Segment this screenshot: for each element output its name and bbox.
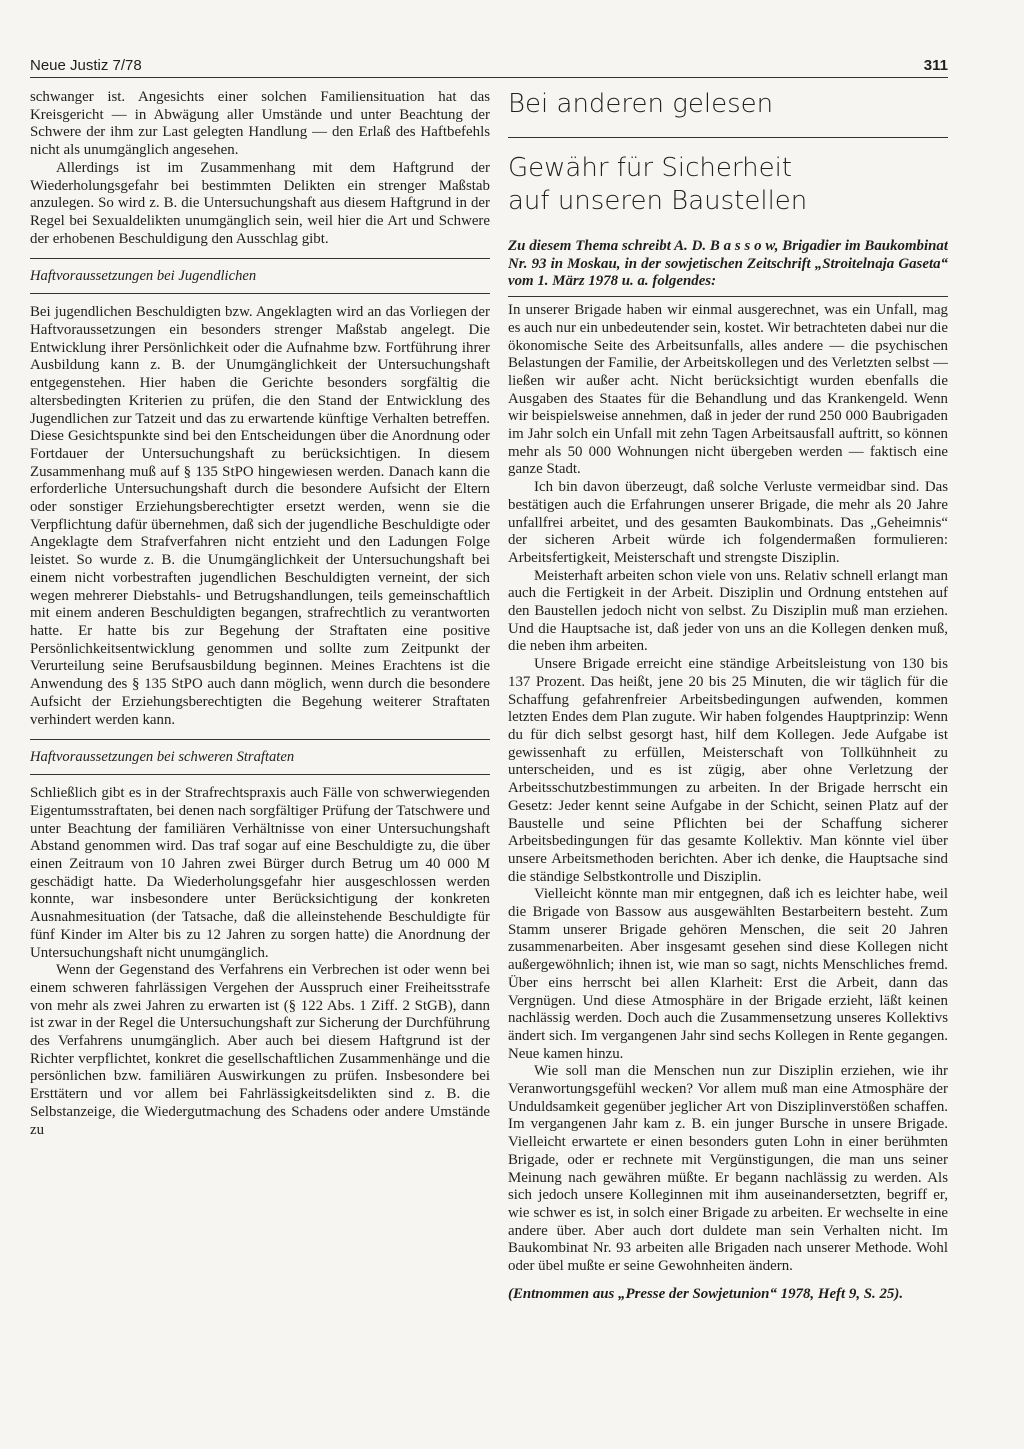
body-paragraph: schwanger ist. Angesichts einer solchen Familiensituation hat das Kreisgericht — in Abwägung aller Umstände und unter Beachtung der Schwere der ihm zur Last gelegten Handlung — den Erlaß des Haftbefehls nicht als unumgänglich angesehen. bbox=[30, 89, 490, 159]
body-paragraph: Schließlich gibt es in der Strafrechtspraxis auch Fälle von schwerwiegenden Eigentumsstraftaten, bei denen nach sorgfältiger Prüfung der Tatschwere und unter Beachtung der familiären Verhältnisse von einer Untersuchungshaft Abstand genommen wird. Das traf sogar auf eine Beschuldigte zu, die über einen Zeitraum von 10 Jahren zwei Bürger durch Betrug um 40 000 M geschädigt hatte. Da Wiederholungsgefahr hier ausgeschlossen werden konnte, war insbesondere unter Berücksichtigung der konkreten Ausnahmesituation (der Tatsache, daß die alleinstehende Beschuldigte für fünf Kinder im Alter bis zu 12 Jahren zu sorgen hatte) die Anordnung der Untersuchungshaft nicht unumgänglich. bbox=[30, 785, 490, 961]
body-paragraph: In unserer Brigade haben wir einmal ausgerechnet, was ein Unfall, mag es auch nur ein unbedeutender sein, kostet. Wir betrachteten dabei nur die ökonomische Seite des Arbeitsunfalls, alles andere — die psychischen Belastungen der Familie, der Arbeitskollegen und des Verletzten selbst — ließen wir außer acht. Nicht berücksichtigt wurden ebenfalls die Ausgaben des Staates für die Behandlung und das Krankengeld. Wenn wir beispielsweise annehmen, daß in jeder der rund 250 000 Baubrigaden im Jahr solch ein Unfall mit zehn Tagen Arbeitsausfall auftritt, so können mehr als 50 000 Wohnungen nicht übergeben werden — faktisch eine ganze Stadt. bbox=[508, 302, 948, 478]
article-headline-line1: Gewähr für Sicherheit bbox=[508, 153, 792, 183]
page-number: 311 bbox=[923, 57, 948, 74]
journal-issue: Neue Justiz 7/78 bbox=[30, 57, 142, 74]
section-heading-juveniles: Haftvoraussetzungen bei Jugendlichen bbox=[30, 258, 490, 294]
article-intro: Zu diesem Thema schreibt A. D. B a s s o w, Brigadier im Baukombinat Nr. 93 in Moskau, in der sowjetischen Zeitschrift „Stroitelnaja Gaseta“ vom 1. März 1978 u. a. folgendes: bbox=[508, 238, 948, 290]
running-header bbox=[30, 57, 948, 78]
body-paragraph: Meisterhaft arbeiten schon viele von uns. Relativ schnell erlangt man auch die Fertigkeit in der Arbeit. Disziplin und Ordnung entstehen auf den Baustellen jedoch nicht von selbst. Zu Disziplin muß man erziehen. Und die Hauptsache ist, daß jeder von uns an die Kollegen denken muß, die neben ihm arbeiten. bbox=[508, 567, 948, 655]
left-column bbox=[30, 89, 490, 1419]
body-paragraph: Vielleicht könnte man mir entgegnen, daß ich es leichter habe, weil die Brigade von Bassow aus ausgewählten Bestarbeitern besteht. Zum Stamm unserer Brigade gehören Menschen, die seit 20 Jahren zusammenarbeiten. Aber insgesamt gesehen sind diese Kollegen nicht außergewöhnlich; ihnen ist, wie man so sagt, nichts Menschliches fremd. Über eins herrscht bei allen Klarheit: Erst die Arbeit, dann das Vergnügen. Und diese Atmosphäre in der Brigade erzieht, läßt keinen nachlässig werden. Doch auch die Zusammensetzung unseres Kollektivs ändert sich. Im vergangenen Jahr sind sechs Kollegen in Rente gegangen. Neue kamen hinzu. bbox=[508, 886, 948, 1062]
body-paragraph: Unsere Brigade erreicht eine ständige Arbeitsleistung von 130 bis 137 Prozent. Das heißt, jene 20 bis 25 Minuten, die wir täglich für die Schaffung gefahrenfreier Arbeitsbedingungen aufwenden, kommen letzten Endes dem Plan zugute. Wir haben folgendes Hauptprinzip: Wenn du für dich selbst gesorgt hast, hilf dem Kollegen. Jede Aufgabe ist gewissenhaft zu erfüllen, Meisterschaft von Tollkühnheit zu unterscheiden, und es ist zügig, aber ohne Verletzung der Arbeitsschutzbestimmungen zu arbeiten. In der Brigade herrscht ein Gesetz: Jeder kennt seine Aufgabe in der Schicht, seinen Platz auf der Baustelle und seine Pflichten bei der Schaffung sicherer Arbeitsbedingungen für das gesamte Kollektiv. Man könnte viel über unsere Arbeitsmethoden berichten. Aber ich denke, die Hauptsache sind die ständige Selbstkontrolle und Disziplin. bbox=[508, 656, 948, 885]
body-paragraph: Ich bin davon überzeugt, daß solche Verluste vermeidbar sind. Das bestätigen auch die Erfahrungen unserer Brigade, die mehr als 20 Jahre unfallfrei arbeitet, und des gesamten Baukombinats. Das „Geheimnis“ der sicheren Arbeit würde ich folgendermaßen formulieren: Arbeitsfertigkeit, Meisterschaft und strengste Disziplin. bbox=[508, 479, 948, 566]
section-heading-serious-crimes: Haftvoraussetzungen bei schweren Straftaten bbox=[30, 739, 490, 775]
body-paragraph: Wie soll man die Menschen nun zur Disziplin erziehen, wie ihr Veranwortungsgefühl wecken? Vor allem muß man eine Atmosphäre der Unduldsamkeit gegenüber jeglicher Art von Disziplinverstößen schaffen. Im vergangenen Jahr kam z. B. ein junger Bursche in unsere Brigade. Vielleicht erwartete er einen besonders guten Lohn in einer berühmten Brigade, oder er rechnete mit Vergünstigungen, die man uns seiner Meinung nach gewähren müßte. Er begann nachlässig zu werden. Als sich jedoch unsere Kolleginnen mit ihm auseinandersetzten, begriff er, wie schwer es ist, in solch einer Brigade zu arbeiten. Er wechselte in eine andere über. Aber auch dort duldete man sein Verhalten nicht. Im Baukombinat Nr. 93 arbeiten alle Brigaden nach unserer Methode. Wohl oder übel mußte er seine Gewohnheiten ändern. bbox=[508, 1063, 948, 1275]
rubric-title: Bei anderen gelesen bbox=[508, 89, 774, 119]
body-paragraph: Wenn der Gegenstand des Verfahrens ein Verbrechen ist oder wenn bei einem schweren fahrlässigen Vergehen der Ausspruch einer Freiheitsstrafe von mehr als zwei Jahren zu erwarten ist (§ 122 Abs. 1 Ziff. 2 StGB), dann ist zwar in der Regel die Untersuchungshaft zur Sicherung der Durchführung des Verfahrens unumgänglich. Aber auch bei diesem Haftgrund ist der Richter verpflichtet, konkret die gesellschaftlichen Zusammenhänge und die persönlichen bzw. familiären Auswirkungen zu prüfen. Insbesondere bei Ersttätern und vor allem bei Fahrlässigkeitsdelikten sind z. B. die Selbstanzeige, die Wiedergutmachung des Schadens oder andere Umstände zu bbox=[30, 962, 490, 1138]
source-citation: (Entnommen aus „Presse der Sowjetunion“ 1978, Heft 9, S. 25). bbox=[508, 1285, 904, 1302]
article-headline-line2: auf unseren Baustellen bbox=[508, 186, 808, 216]
body-paragraph: Bei jugendlichen Beschuldigten bzw. Angeklagten wird an das Vorliegen der Haftvoraussetzungen ein besonders strenger Maßstab angelegt. Die Entwicklung ihrer Persönlichkeit oder die Aufnahme bzw. Fortführung ihrer Ausbildung kann z. B. der Unumgänglichkeit der Untersuchungshaft entgegenstehen. Hier haben die Gerichte besonders sorgfältig die altersbedingten Kriterien zu prüfen, die den Stand der Entwicklung des Jugendlichen zur Tatzeit und das zu erwartende künftige Verhalten betreffen. Diese Gesichtspunkte sind bei den Entscheidungen über die Anordnung oder Fortdauer der Untersuchungshaft zu berücksichtigen. In diesem Zusammenhang muß auf § 135 StPO hingewiesen werden. Danach kann die erforderliche Untersuchungshaft durch die besondere Aufsicht der Eltern oder sonstiger Erziehungsberechtigter ersetzt werden, wenn sie die Verpflichtung dafür übernehmen, daß sich der jugendliche Beschuldigte oder Angeklagte dem Strafverfahren nicht entzieht und den Ladungen Folge leistet. So wurde z. B. die Unumgänglichkeit der Untersuchungshaft bei einem nicht vorbestraften jugendlichen Beschuldigten verneint, der sich wegen mehrerer Diebstahls- und Betrugshandlungen, teils gemeinschaftlich mit einem anderen Beschuldigten begangen, strafrechtlich zu verantworten hatte. Er hatte bis zur Begehung der Straftaten eine positive Persönlichkeitsentwicklung genommen und sollte zum Zeitpunkt der Verurteilung seine Berufsausbildung beginnen. Meines Erachtens ist die Anwendung des § 135 StPO auch dann möglich, wenn durch die besondere Aufsicht der Erziehungsberechtigten die Begehung weiterer Straftaten verhindert werden kann. bbox=[30, 304, 490, 728]
body-paragraph: Allerdings ist im Zusammenhang mit dem Haftgrund der Wiederholungsgefahr bei bestimmten Delikten ein strenger Maßstab anzulegen. So wird z. B. die Untersuchungshaft aus diesem Haftgrund in der Regel bei Sexualdelikten unumgänglich sein, weil hier die Art und Schwere der erhobenen Beschuldigung den Ausschlag gibt. bbox=[30, 159, 490, 247]
right-column bbox=[508, 89, 948, 1419]
